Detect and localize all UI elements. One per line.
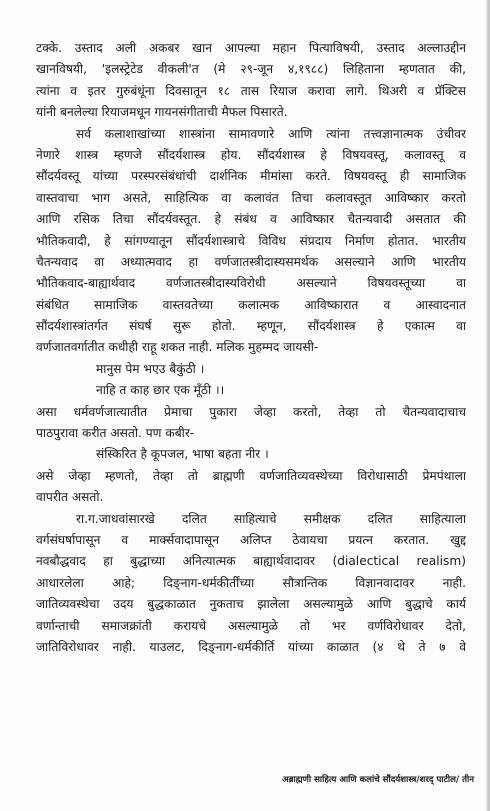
text-line: रा.ग.जाधवांसारखे दलित साहित्याचे समीक्षक दलित साहित्याला — [76, 511, 466, 526]
text-line: खानविषयी, 'इलस्ट्रेटेड वीकली'त (मे २९-जून ४,१९८८) लिहिताना म्हणतात की, — [36, 62, 466, 77]
text-line: जातिविरोधावर नाही. याउलट, दिङ्नाग-धर्मकीर्ति यांच्या काळात (४ थे ते ७ वे — [36, 639, 466, 654]
text-line: संस्किरित है कूपजल, भाषा बहता नीर । — [96, 447, 269, 462]
scan-edge — [486, 0, 490, 811]
text-line: टक्के. उस्ताद अली अकबर खान आपल्या महान पित्याविषयी, उस्ताद अल्लाउद्दीन — [36, 41, 466, 55]
text-line: यांनी बनलेल्या रियाजमधून गायनसंगीताची मैफल पिसारते. — [36, 105, 288, 120]
text-line: नवबौद्धवाद हा बुद्धाच्या अनित्यात्मक बाह्यार्थवादावर (dialectical realism) — [36, 554, 466, 569]
text-line: वर्गसंघर्षापासून व मार्क्सवादापासून अलिप्त ठेवायचा प्रयत्न करतात. खुद्द — [36, 532, 466, 547]
text-line: आणि रसिक तिचा सौंदर्यवस्तूत. हे संबंध व आविष्कार चैतन्यवादी असतात की — [36, 212, 466, 227]
text-line: पाठपुरावा करीत असतो. पण कबीर- — [36, 426, 195, 441]
text-line: भौतिकवाद-बाह्यार्थवाद वर्णजातस्त्रीदास्यविरोधी असल्याने विषयवस्तूच्या वा — [36, 276, 466, 291]
text-line: सौंदर्यवस्तू यांच्या परस्परसंबंधांची दार्शनिक मीमांसा करते. विषयवस्तू ही सामाजिक — [36, 169, 466, 184]
text-line: संबंधित सामाजिक वास्तवतेच्या कलात्मक आविष्कारात व आस्वादनात — [36, 297, 466, 312]
text-line: नेणारे शास्त्र म्हणजे सौंदर्यशास्त्र होय. सौंदर्यशास्त्र हे विषयवस्तू, कलावस्तू व — [36, 147, 466, 162]
text-line: सौंदर्यशास्त्रांतर्गत संघर्ष सुरू होतो. म्हणून, सौंदर्यशास्त्र हे एकात्म वा — [36, 319, 466, 334]
text-line: वापरीत असतो. — [36, 490, 104, 505]
text-line: वर्णान्ताची समाजक्रांती करायचे असल्यामुळे तो भर वर्णविरोधावर देतो, — [36, 618, 466, 633]
text-line: वर्णजातवर्गातीत कधीही राहू शकत नाही. मलिक मुहम्मद जायसी- — [36, 340, 319, 355]
text-line: सर्व कलाशाखांच्या शास्त्रांना सामावणारे आणि त्यांना तत्त्वज्ञानात्मक उंचीवर — [76, 126, 466, 141]
text-line: भौतिकवादी, हे सांगण्यातून सौंदर्यशास्त्राचे विविध संप्रदाय निर्माण होतात. भारतीय — [36, 233, 466, 248]
text-line: असा धर्मवर्णजात्यातीत प्रेमाचा पुकारा जेव्हा करतो, तेव्हा तो चैतन्यवादाचाच — [36, 404, 466, 419]
body-text — [36, 38, 466, 658]
text-line: आधारलेला आहे; दिङ्नाग-धर्मकीर्तींच्या सौत्रान्तिक विज्ञानवादावर नाही. — [36, 575, 466, 590]
text-line: त्यांना व इतर गुरुबंधूंना दिवसातून १८ तास रियाज करावा लागे. थिअरी व प्रॅक्टिस — [36, 83, 466, 98]
text-line: नाहि त काह छार एक मूँठी ।। — [96, 383, 225, 398]
text-line: जातिव्यवस्थेचा उदय बुद्धकाळात नुकताच झालेला असल्यामुळे आणि बुद्धाचे कार्य — [36, 597, 466, 612]
text-line: असे जेव्हा म्हणतो, तेव्हा तो ब्राह्मणी वर्णजातिव्यवस्थेच्या विरोधासाठी प्रेमपंथाला — [36, 468, 466, 483]
page-footer: अब्राह्मणी साहित्य आणि कलांचे सौंदर्यशास्त्र/शरद् पाटील/ तीन — [282, 775, 474, 785]
text-line: चैतन्यवाद वा अध्यात्मवाद हा वर्णजातस्त्रीदास्यसमर्थक असल्याने आणि भारतीय — [36, 254, 466, 269]
text-line: मानुस पेम भएउ बैकुंठी । — [96, 361, 205, 376]
text-line: वास्तवाचा भाग असते, साहित्यिक वा कलावंत तिचा कलावस्तूत आविष्कार करतो — [36, 190, 466, 205]
